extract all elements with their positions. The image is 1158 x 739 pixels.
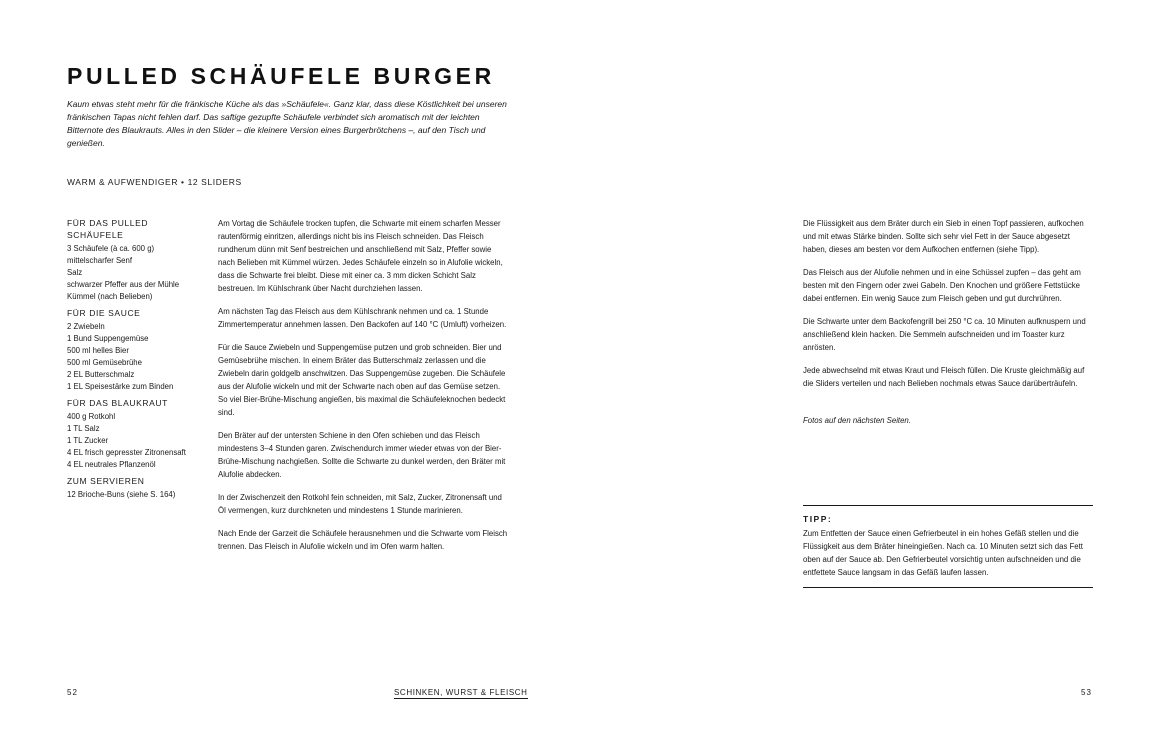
instruction-paragraph: Die Schwarte unter dem Backofengrill bei 250 °C ca. 10 Minuten aufknuspern und anschließend klein hacken. Die Semmeln aufschneiden und im Toaster kurz anrösten. bbox=[803, 317, 1086, 352]
ingredient-item: 500 ml Gemüsebrühe bbox=[67, 358, 142, 367]
instruction-paragraph: Für die Sauce Zwiebeln und Suppengemüse putzen und grob schneiden. Bier und Gemüsebrühe mischen. In einem Bräter das Butterschmalz zerlassen und die Zwiebeln darin goldgelb anschwitzen. Das Suppengemüse zugeben. Die Schäufele aus der Alufolie wickeln und mit der Schwarte nach oben auf das Gemüse setzen. So viel Bier-Brühe-Mischung angießen, bis maximal die Schäufeleknochen bedeckt sind. bbox=[218, 343, 506, 417]
recipe-category: WARM & AUFWENDIGER • 12 SLIDERS bbox=[67, 177, 242, 187]
instruction-paragraph: In der Zwischenzeit den Rotkohl fein schneiden, mit Salz, Zucker, Zitronensaft und Öl vermengen, kurz durchkneten und mindestens 1 Stunde marinieren. bbox=[218, 493, 502, 515]
ingredient-group bbox=[67, 397, 195, 471]
instructions-left bbox=[218, 217, 510, 563]
ingredient-item: Kümmel (nach Belieben) bbox=[67, 292, 153, 301]
photo-note: Fotos auf den nächsten Seiten. bbox=[803, 416, 911, 425]
ingredient-item: 4 EL neutrales Pflanzenöl bbox=[67, 460, 156, 469]
instruction-paragraph: Den Bräter auf der untersten Schiene in den Ofen schieben und das Fleisch mindestens 3–4 Stunden garen. Zwischendurch immer wieder etwas von der Bier-Brühe-Mischung nachgießen. Sollte die Schwarte zu dunkel werden, den Bräter mit Alufolie abdecken. bbox=[218, 431, 506, 479]
ingredient-item: 1 TL Zucker bbox=[67, 436, 109, 445]
ingredient-item: 12 Brioche-Buns (siehe S. 164) bbox=[67, 490, 176, 499]
ingredient-item: 1 TL Salz bbox=[67, 424, 100, 433]
ingredient-group bbox=[67, 475, 195, 501]
ingredient-group-heading: FÜR DAS PULLED SCHÄUFELE bbox=[67, 218, 149, 240]
ingredient-item: 1 EL Speisestärke zum Binden bbox=[67, 382, 174, 391]
ingredient-item: 500 ml helles Bier bbox=[67, 346, 129, 355]
ingredient-group-heading: FÜR DAS BLAUKRAUT bbox=[67, 398, 168, 408]
ingredient-item: 3 Schäufele (à ca. 600 g) bbox=[67, 244, 155, 253]
instruction-paragraph: Am nächsten Tag das Fleisch aus dem Kühlschrank nehmen und ca. 1 Stunde Zimmertemperatur annehmen lassen. Den Backofen auf 140 °C (Umluft) vorheizen. bbox=[218, 307, 507, 329]
ingredient-item: Salz bbox=[67, 268, 83, 277]
ingredient-item: 4 EL frisch gepresster Zitronensaft bbox=[67, 448, 186, 457]
page-number-left: 52 bbox=[67, 688, 78, 697]
section-name: SCHINKEN, WURST & FLEISCH bbox=[394, 688, 528, 697]
ingredient-item: 2 EL Butterschmalz bbox=[67, 370, 135, 379]
instruction-paragraph: Das Fleisch aus der Alufolie nehmen und in eine Schüssel zupfen – das geht am besten mit den Fingern oder zwei Gabeln. Den Knochen und größere Fettstücke dabei entfernen. Ein wenig Sauce zum Fleisch geben und gut durchrühren. bbox=[803, 268, 1081, 303]
instruction-paragraph: Die Flüssigkeit aus dem Bräter durch ein Sieb in einen Topf passieren, aufkochen und mit etwas Stärke binden. Sollte sich sehr viel Fett in der Sauce abgesetzt haben, dieses am besten vor dem Aufkochen entfernen (siehe Tipp). bbox=[803, 219, 1084, 254]
right-page bbox=[579, 0, 1158, 739]
instructions-right bbox=[803, 217, 1095, 437]
recipe-intro: Kaum etwas steht mehr für die fränkische Küche als das »Schäufele«. Ganz klar, dass diese Köstlichkeit bei unseren fränkischen Tapas nicht fehlen darf. Das saftige gezupfte Schäufele verbindet sich aromatisch mit der leichten Bitternote des Blaukrauts. Alles in den Slider – die kleinere Version eines Burgerbrötchens –, auf den Tisch und genießen. bbox=[67, 99, 507, 148]
ingredient-group-heading: ZUM SERVIEREN bbox=[67, 476, 145, 486]
ingredient-item: 2 Zwiebeln bbox=[67, 322, 105, 331]
instruction-paragraph: Am Vortag die Schäufele trocken tupfen, die Schwarte mit einem scharfen Messer rautenförmig einritzen, allerdings nicht bis ins Fleisch schneiden. Das Fleisch rundherum dünn mit Senf bestreichen und anschließend mit Salz, Pfeffer sowie nach Belieben mit Kümmel würzen. Jedes Schäufele einzeln so in Alufolie wickeln, dass die Schwarte frei bleibt. Diese mit einer ca. 3 mm dicken Schicht Salz bestreuen. Im Kühlschrank über Nacht durchziehen lassen. bbox=[218, 219, 503, 293]
ingredient-group bbox=[67, 307, 195, 393]
instruction-paragraph: Nach Ende der Garzeit die Schäufele herausnehmen und die Schwarte vom Fleisch trennen. Das Fleisch in Alufolie wickeln und im Ofen warm halten. bbox=[218, 529, 508, 551]
ingredient-group-heading: FÜR DIE SAUCE bbox=[67, 308, 141, 318]
tip-text: Zum Entfetten der Sauce einen Gefrierbeutel in ein hohes Gefäß stellen und die Flüssigkeit aus dem Bräter hineingießen. Nach ca. 10 Minuten setzt sich das Fett oben auf der Sauce ab. Den Gefrierbeutel vorsichtig unten aufschneiden und die entfettete Sauce langsam in das Gefäß laufen lassen. bbox=[803, 529, 1083, 577]
ingredient-item: schwarzer Pfeffer aus der Mühle bbox=[67, 280, 180, 289]
tip-box bbox=[803, 505, 1093, 588]
ingredient-item: mittelscharfer Senf bbox=[67, 256, 132, 265]
instruction-paragraph: Jede abwechselnd mit etwas Kraut und Fleisch füllen. Die Kruste gleichmäßig auf die Sliders verteilen und nach Belieben nochmals etwas Sauce darüberträufeln. bbox=[803, 366, 1085, 388]
tip-heading: TIPP: bbox=[803, 514, 833, 524]
page-number-right: 53 bbox=[1081, 688, 1092, 697]
ingredient-item: 400 g Rotkohl bbox=[67, 412, 116, 421]
recipe-title: PULLED SCHÄUFELE BURGER bbox=[67, 63, 495, 89]
ingredient-group bbox=[67, 217, 195, 303]
ingredients-list bbox=[67, 217, 195, 501]
ingredient-item: 1 Bund Suppengemüse bbox=[67, 334, 149, 343]
